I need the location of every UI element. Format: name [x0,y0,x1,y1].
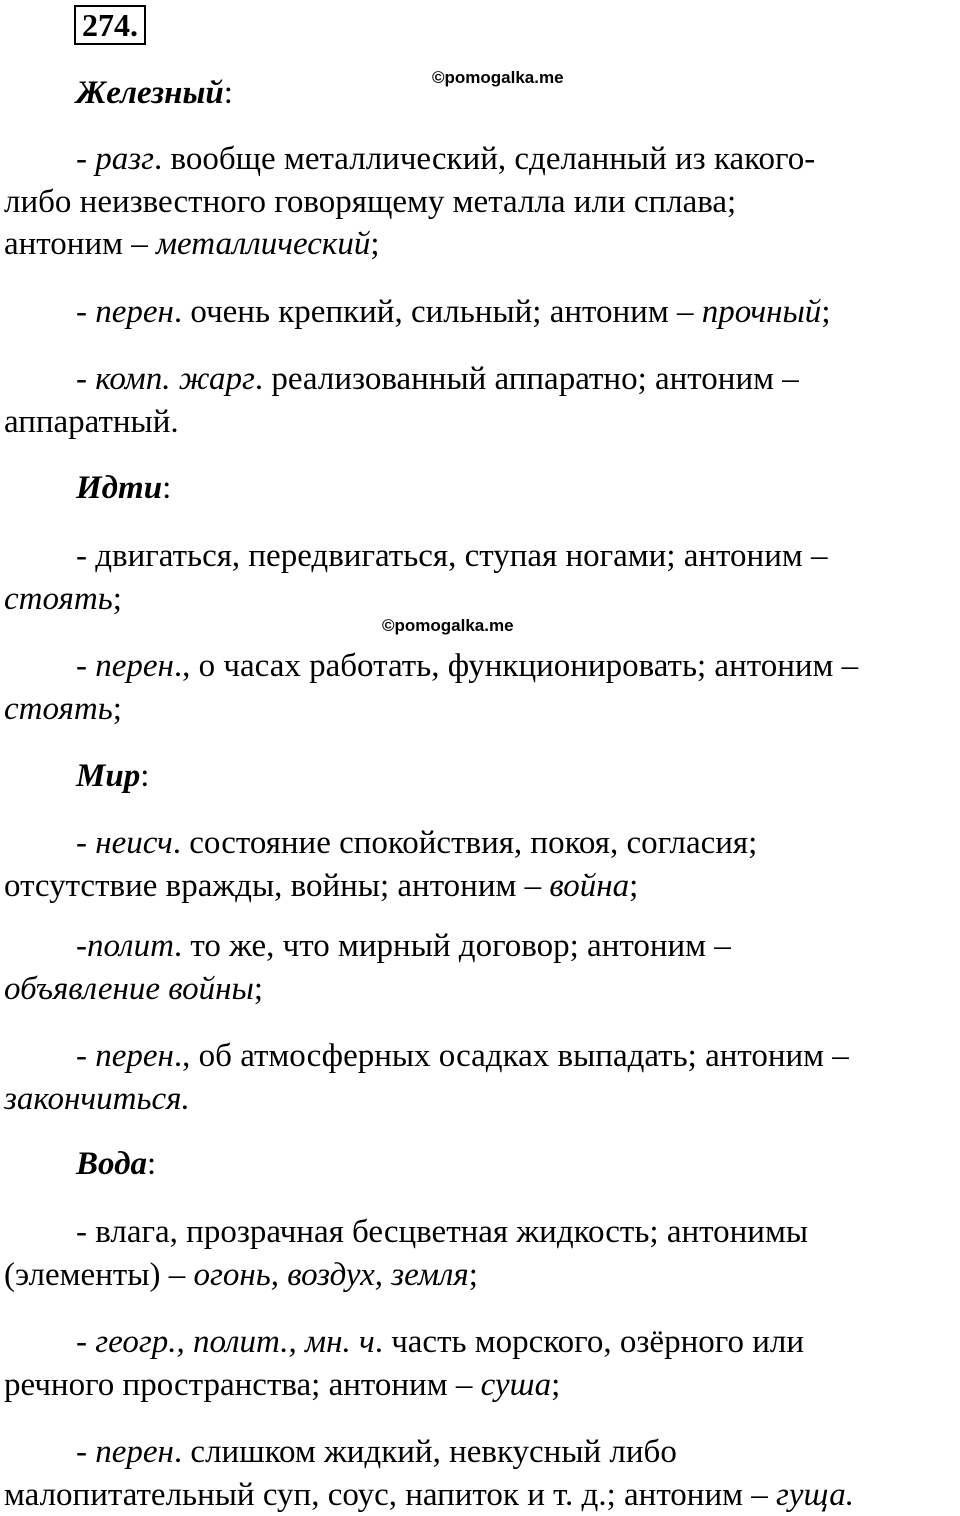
exercise-number: 274. [74,5,146,45]
antonym: гуща. [776,1477,855,1513]
watermark: ©pomogalka.me [382,616,514,635]
watermark: ©pomogalka.me [432,68,564,87]
definition-line [4,1078,190,1120]
usage-mark: геогр., полит., мн. ч [95,1324,375,1360]
usage-mark: перен [95,1038,174,1074]
definition-line: - разг. вообще металлический, сделанный из какого- [76,141,816,177]
definition-line: либо неизвестного говорящему металла или сплава; [4,184,737,220]
headword-line: Идти: [76,470,172,506]
headword-line: Вода: [76,1146,157,1182]
definition-line: малопитательный суп, соус, напиток и т. д.; антоним – гуща. [4,1477,855,1513]
antonym: суша [480,1367,552,1403]
usage-mark: неисч [95,825,173,861]
antonym: прочный [701,294,822,330]
definition-line: - перен. очень крепкий, сильный; антоним – прочный; [76,294,831,330]
antonym: стоять [4,691,113,727]
headword-line: Железный: [76,75,233,111]
headword: Железный [76,75,224,111]
definition-line: -полит. то же, что мирный договор; антоним – [76,928,731,964]
antonym: объявление войны [4,971,254,1007]
usage-mark: перен [95,1434,174,1470]
definition-line: аппаратный. [4,404,179,440]
usage-mark: разг [95,141,154,177]
definition-line: стоять; [4,691,122,727]
headword: Вода [76,1146,147,1182]
definition-line: - влага, прозрачная бесцветная жидкость; антонимы [76,1214,808,1250]
definition-line: - неисч. состояние спокойствия, покоя, согласия; [76,825,758,861]
definition-line: - перен. слишком жидкий, невкусный либо [76,1434,677,1470]
usage-mark: комп. жарг [95,361,255,397]
definition-line: - комп. жарг. реализованный аппаратно; антоним – [76,361,799,397]
definition-line: - перен., об атмосферных осадках выпадать; антоним – [76,1038,849,1074]
definition-line: отсутствие вражды, войны; антоним – война; [4,868,639,904]
definition-line: объявление войны; [4,971,264,1007]
headword: Мир [76,758,141,794]
usage-mark: полит [87,928,174,964]
definition-line: стоять; [4,581,122,617]
definition-line: - геогр., полит., мн. ч. часть морского, озёрного или [76,1324,804,1360]
antonym: война [549,868,630,904]
headword: Идти [76,470,163,506]
definition-line: (элементы) – огонь, воздух, земля; [4,1257,478,1293]
antonym: стоять [4,581,113,617]
definition-line: антоним – металлический; [4,226,380,262]
usage-mark: перен [95,294,174,330]
definition-line: - перен., о часах работать, функционировать; антоним – [76,648,859,684]
headword-line: Мир: [76,758,150,794]
definition-line: - двигаться, передвигаться, ступая ногами; антоним – [76,538,828,574]
definition-line: речного пространства; антоним – суша; [4,1367,561,1403]
antonym: огонь, воздух, земля [193,1257,469,1293]
antonym: металлический [156,226,371,262]
usage-mark: перен [95,648,174,684]
antonym: закончиться. [4,1081,190,1117]
